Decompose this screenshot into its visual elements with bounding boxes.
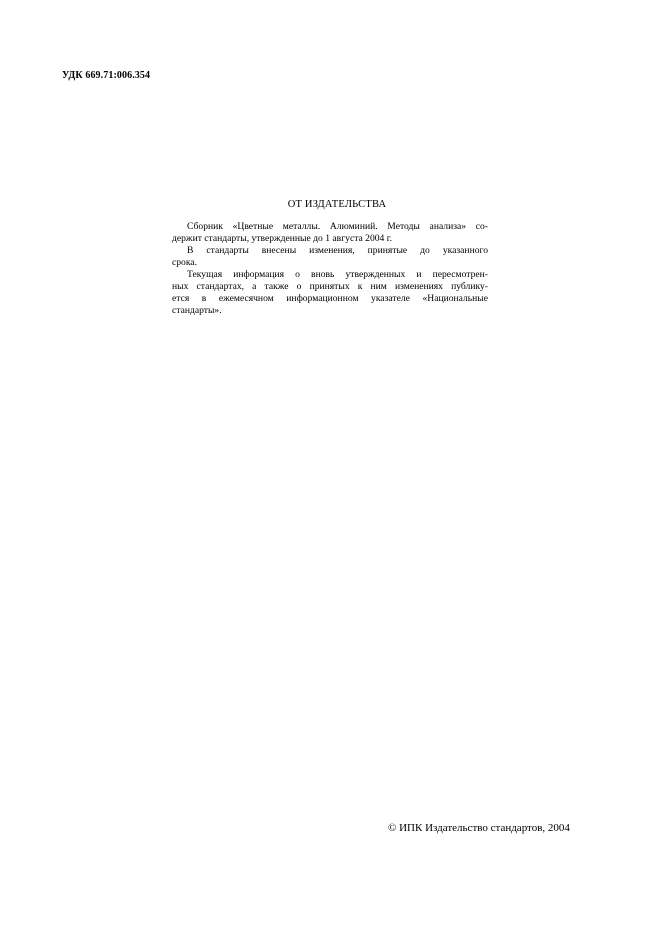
- copyright-notice: © ИПК Издательство стандартов, 2004: [388, 822, 570, 834]
- text-line: стандарты».: [172, 305, 222, 316]
- text-line: ных стандартах, а также о принятых к ним изменениях публику-: [172, 281, 488, 292]
- text-line: В стандарты внесены изменения, принятые до указанного: [187, 245, 488, 256]
- text-line: Текущая информация о вновь утвержденных и пересмотрен-: [187, 269, 488, 280]
- preface-paragraph-1: [172, 221, 488, 245]
- preface-paragraph-3: [172, 269, 488, 317]
- text-line: ется в ежемесячном информационном указателе «Национальные: [172, 293, 488, 304]
- preface-title: ОТ ИЗДАТЕЛЬСТВА: [287, 199, 387, 210]
- udk-code: УДК 669.71:006.354: [62, 70, 151, 81]
- publisher-preface: [172, 199, 488, 317]
- text-line: срока.: [172, 257, 198, 268]
- preface-paragraph-2: [172, 245, 488, 269]
- text-line: Сборник «Цветные металлы. Алюминий. Методы анализа» со-: [187, 221, 488, 232]
- text-line: держит стандарты, утвержденные до 1 августа 2004 г.: [172, 233, 393, 244]
